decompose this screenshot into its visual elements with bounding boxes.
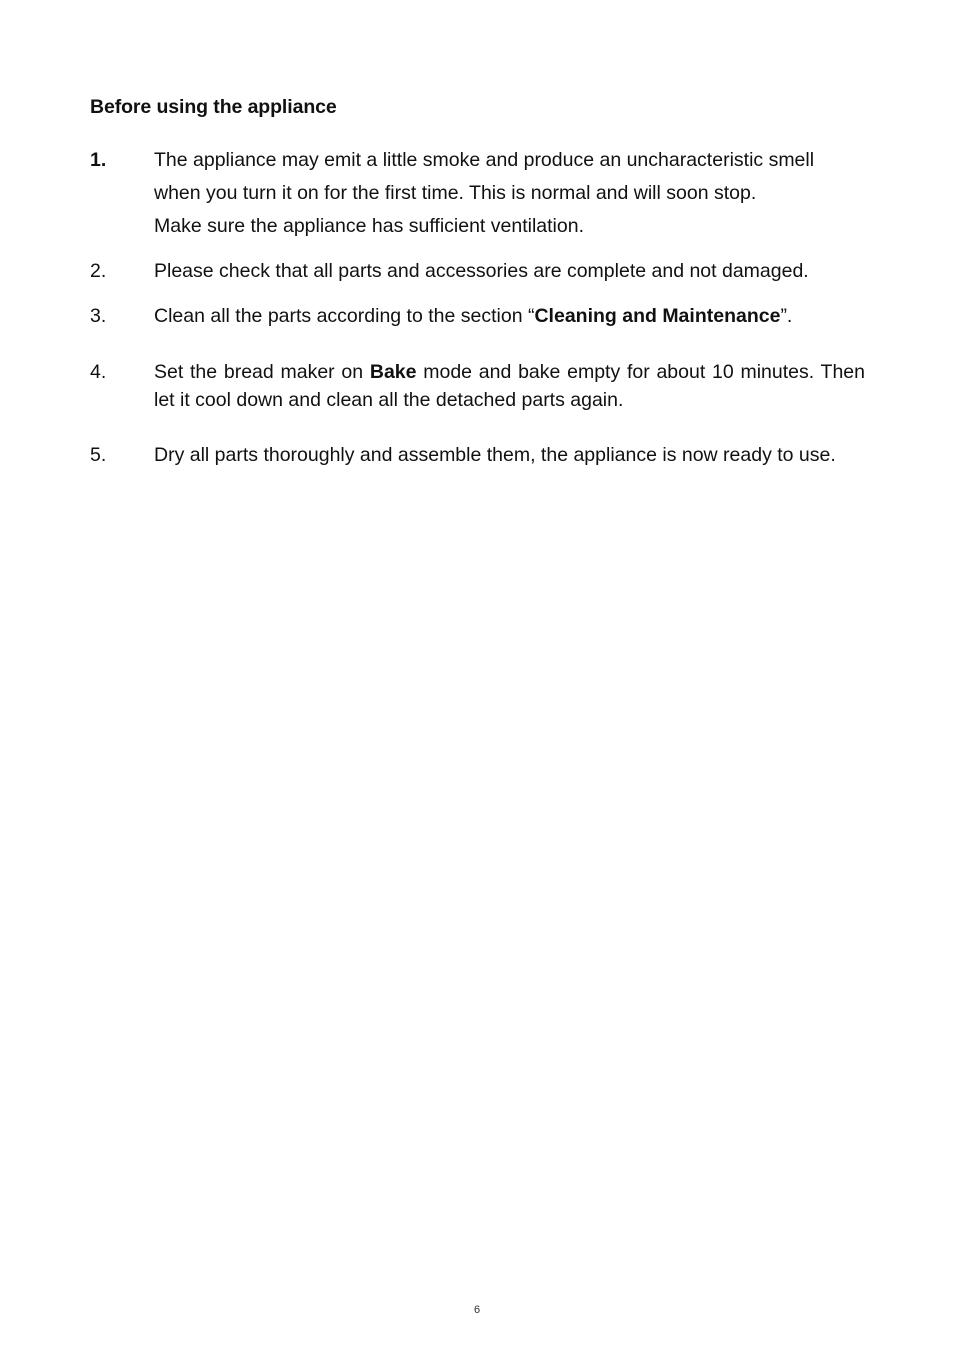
list-item-number: 1.: [90, 149, 107, 171]
list-item-number: 3.: [90, 305, 107, 327]
list-item-text: [154, 302, 865, 330]
list-item-line: Make sure the appliance has sufficient ventilation.: [154, 215, 584, 237]
emphasis-mode-name: Bake: [369, 361, 417, 383]
list-item-line: The appliance may emit a little smoke and produce an uncharacteristic smell: [154, 149, 815, 171]
list-item-line: when you turn it on for the first time. This is normal and will soon stop.: [154, 182, 757, 204]
list-item-number: 4.: [90, 361, 107, 383]
text-segment: mode and bake empty for about 10 minutes. Then let it cool down and clean all the detached parts again.: [154, 361, 865, 411]
emphasis-section-name: Cleaning and Maintenance: [534, 305, 781, 327]
text-segment: ”.: [780, 305, 793, 327]
section-title: Before using the appliance: [90, 96, 337, 118]
text-segment: Clean all the parts according to the section “: [154, 305, 535, 327]
list-item-text: [154, 358, 865, 414]
list-item-number: 5.: [90, 444, 107, 466]
page-number: 6: [473, 1304, 481, 1316]
list-item-text: [154, 144, 865, 243]
list-item-text: Dry all parts thoroughly and assemble them, the appliance is now ready to use.: [154, 444, 836, 466]
list-item-number: 2.: [90, 260, 107, 282]
list-item-text: Please check that all parts and accessories are complete and not damaged.: [154, 260, 809, 282]
text-segment: Set the bread maker on: [154, 361, 370, 383]
